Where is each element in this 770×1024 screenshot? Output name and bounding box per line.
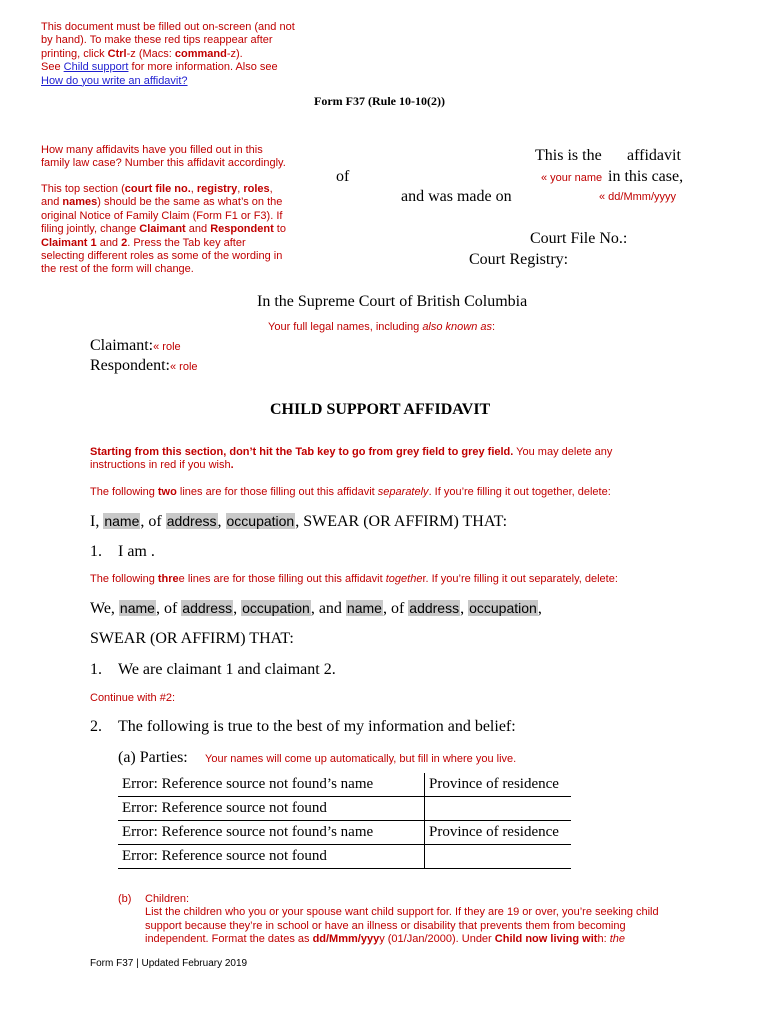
separate-tip: The following two lines are for those filling out this affidavit separately. If you’re filling it out together, delete: <box>90 486 611 498</box>
tip-line: See Child support for more information. Also see <box>41 61 278 74</box>
parties-grid <box>118 773 571 869</box>
document-title: CHILD SUPPORT AFFIDAVIT <box>270 401 491 418</box>
parties-tip: Your names will come up automatically, but fill in where you live. <box>205 753 517 765</box>
occupation-2-field[interactable]: occupation <box>469 600 537 616</box>
child-support-link[interactable]: Child support <box>63 61 129 74</box>
court-registry-label: Court Registry: <box>469 251 569 268</box>
swear-joint-line-2: SWEAR (OR AFFIRM) THAT: <box>90 630 294 647</box>
claimant-label: Claimant: <box>90 337 154 354</box>
address-1-field[interactable]: address <box>182 600 233 616</box>
this-is-the-label: This is the <box>535 147 602 164</box>
affidavit-label: affidavit <box>627 147 681 164</box>
province-of-residence-cell[interactable] <box>425 797 572 821</box>
children-tip: Children: List the children who you or your spouse want child support for. If they are 19 or over, you’re seeking child support because they’re in school or have an illness or disability that prevents them from becoming independent. Format the dates as dd/Mmm/yyyy (01/Jan/2000). Under Child now living with: the <box>145 893 659 946</box>
form-id: Form F37 (Rule 10-10(2)) <box>314 94 445 108</box>
made-on-label: and was made on <box>401 188 512 205</box>
claimant-role-field[interactable]: « role <box>153 341 181 353</box>
tab-key-tip: Starting from this section, don’t hit the Tab key to go from grey field to grey field. You may delete any instructions in red if you wish. <box>90 446 613 472</box>
item-1-joint-text: We are claimant 1 and claimant 2. <box>118 661 336 678</box>
tip-line: printing, click Ctrl-z (Macs: command-z). <box>41 47 243 60</box>
your-name-field[interactable]: « your name <box>541 172 603 184</box>
in-this-case-label: in this case, <box>608 168 684 185</box>
party-row <box>118 773 571 797</box>
party-row <box>118 797 571 821</box>
court-file-no-label: Court File No.: <box>530 230 628 247</box>
of-label: of <box>336 168 350 185</box>
tip-line: by hand). To make these red tips reappear after <box>41 34 273 47</box>
top-section-tip: This top section (court file no., registry, roles, and names) should be the same as what’s on the original Notice of Family Claim (Form F1 or F3). If filing jointly, change Claimant and Respondent to Claimant 1 and 2. Press the Tab key after selecting different roles as some of the wording in the rest of the form will change. <box>41 183 286 276</box>
affidavit-count-tip: How many affidavits have you filled out in this family law case? Number this affidavit accordingly. <box>41 144 286 170</box>
name-1-field[interactable]: name <box>119 600 155 616</box>
date-field[interactable]: « dd/Mmm/yyyy <box>599 191 677 203</box>
court-name: In the Supreme Court of British Columbia <box>257 293 528 310</box>
page-footer: Form F37 | Updated February 2019 <box>90 958 248 969</box>
occupation-1-field[interactable]: occupation <box>242 600 310 616</box>
swear-single-line: I, name, of address, occupation, SWEAR (OR AFFIRM) THAT: <box>90 513 508 530</box>
tip-line: This document must be filled out on-screen (and not <box>41 21 295 33</box>
party-name-cell: Error: Reference source not found’s name <box>118 821 425 845</box>
party-row <box>118 845 571 869</box>
command-key: command <box>174 47 227 60</box>
party-row <box>118 821 571 845</box>
party-name-cell: Error: Reference source not found <box>118 797 425 821</box>
affidavit-howto-link[interactable]: How do you write an affidavit? <box>41 74 188 87</box>
party-name-cell: Error: Reference source not found <box>118 845 425 869</box>
item-1-single-text: I am . <box>118 543 155 560</box>
item-1-joint-number: 1. <box>90 661 102 678</box>
province-of-residence-cell[interactable]: Province of residence <box>425 773 572 797</box>
name-2-field[interactable]: name <box>346 600 382 616</box>
top-instructions <box>41 21 295 88</box>
name-field[interactable]: name <box>104 513 140 529</box>
item-2-number: 2. <box>90 718 102 735</box>
province-of-residence-cell[interactable] <box>425 845 572 869</box>
parties-label: (a) Parties: <box>118 749 188 766</box>
ctrl-key: Ctrl <box>107 47 127 60</box>
item-2-text: The following is true to the best of my information and belief: <box>118 718 516 735</box>
respondent-label: Respondent: <box>90 357 170 374</box>
party-name-cell: Error: Reference source not found’s name <box>118 773 425 797</box>
children-label: (b) <box>118 893 132 905</box>
occupation-field[interactable]: occupation <box>226 513 295 529</box>
continue-tip: Continue with #2: <box>90 692 175 704</box>
item-1-single-number: 1. <box>90 543 102 560</box>
swear-joint-line: We, name, of address, occupation, and name, of address, occupation, <box>90 600 542 617</box>
parties-table <box>118 773 571 869</box>
address-2-field[interactable]: address <box>409 600 460 616</box>
together-tip: The following three lines are for those filling out this affidavit together. If you’re filling it out separately, delete: <box>90 573 618 585</box>
respondent-role-field[interactable]: « role <box>170 361 198 373</box>
respondent-row <box>90 357 198 375</box>
address-field[interactable]: address <box>166 513 217 529</box>
claimant-row <box>90 337 181 355</box>
province-of-residence-cell[interactable]: Province of residence <box>425 821 572 845</box>
legal-names-tip: Your full legal names, including also known as: <box>268 321 496 333</box>
